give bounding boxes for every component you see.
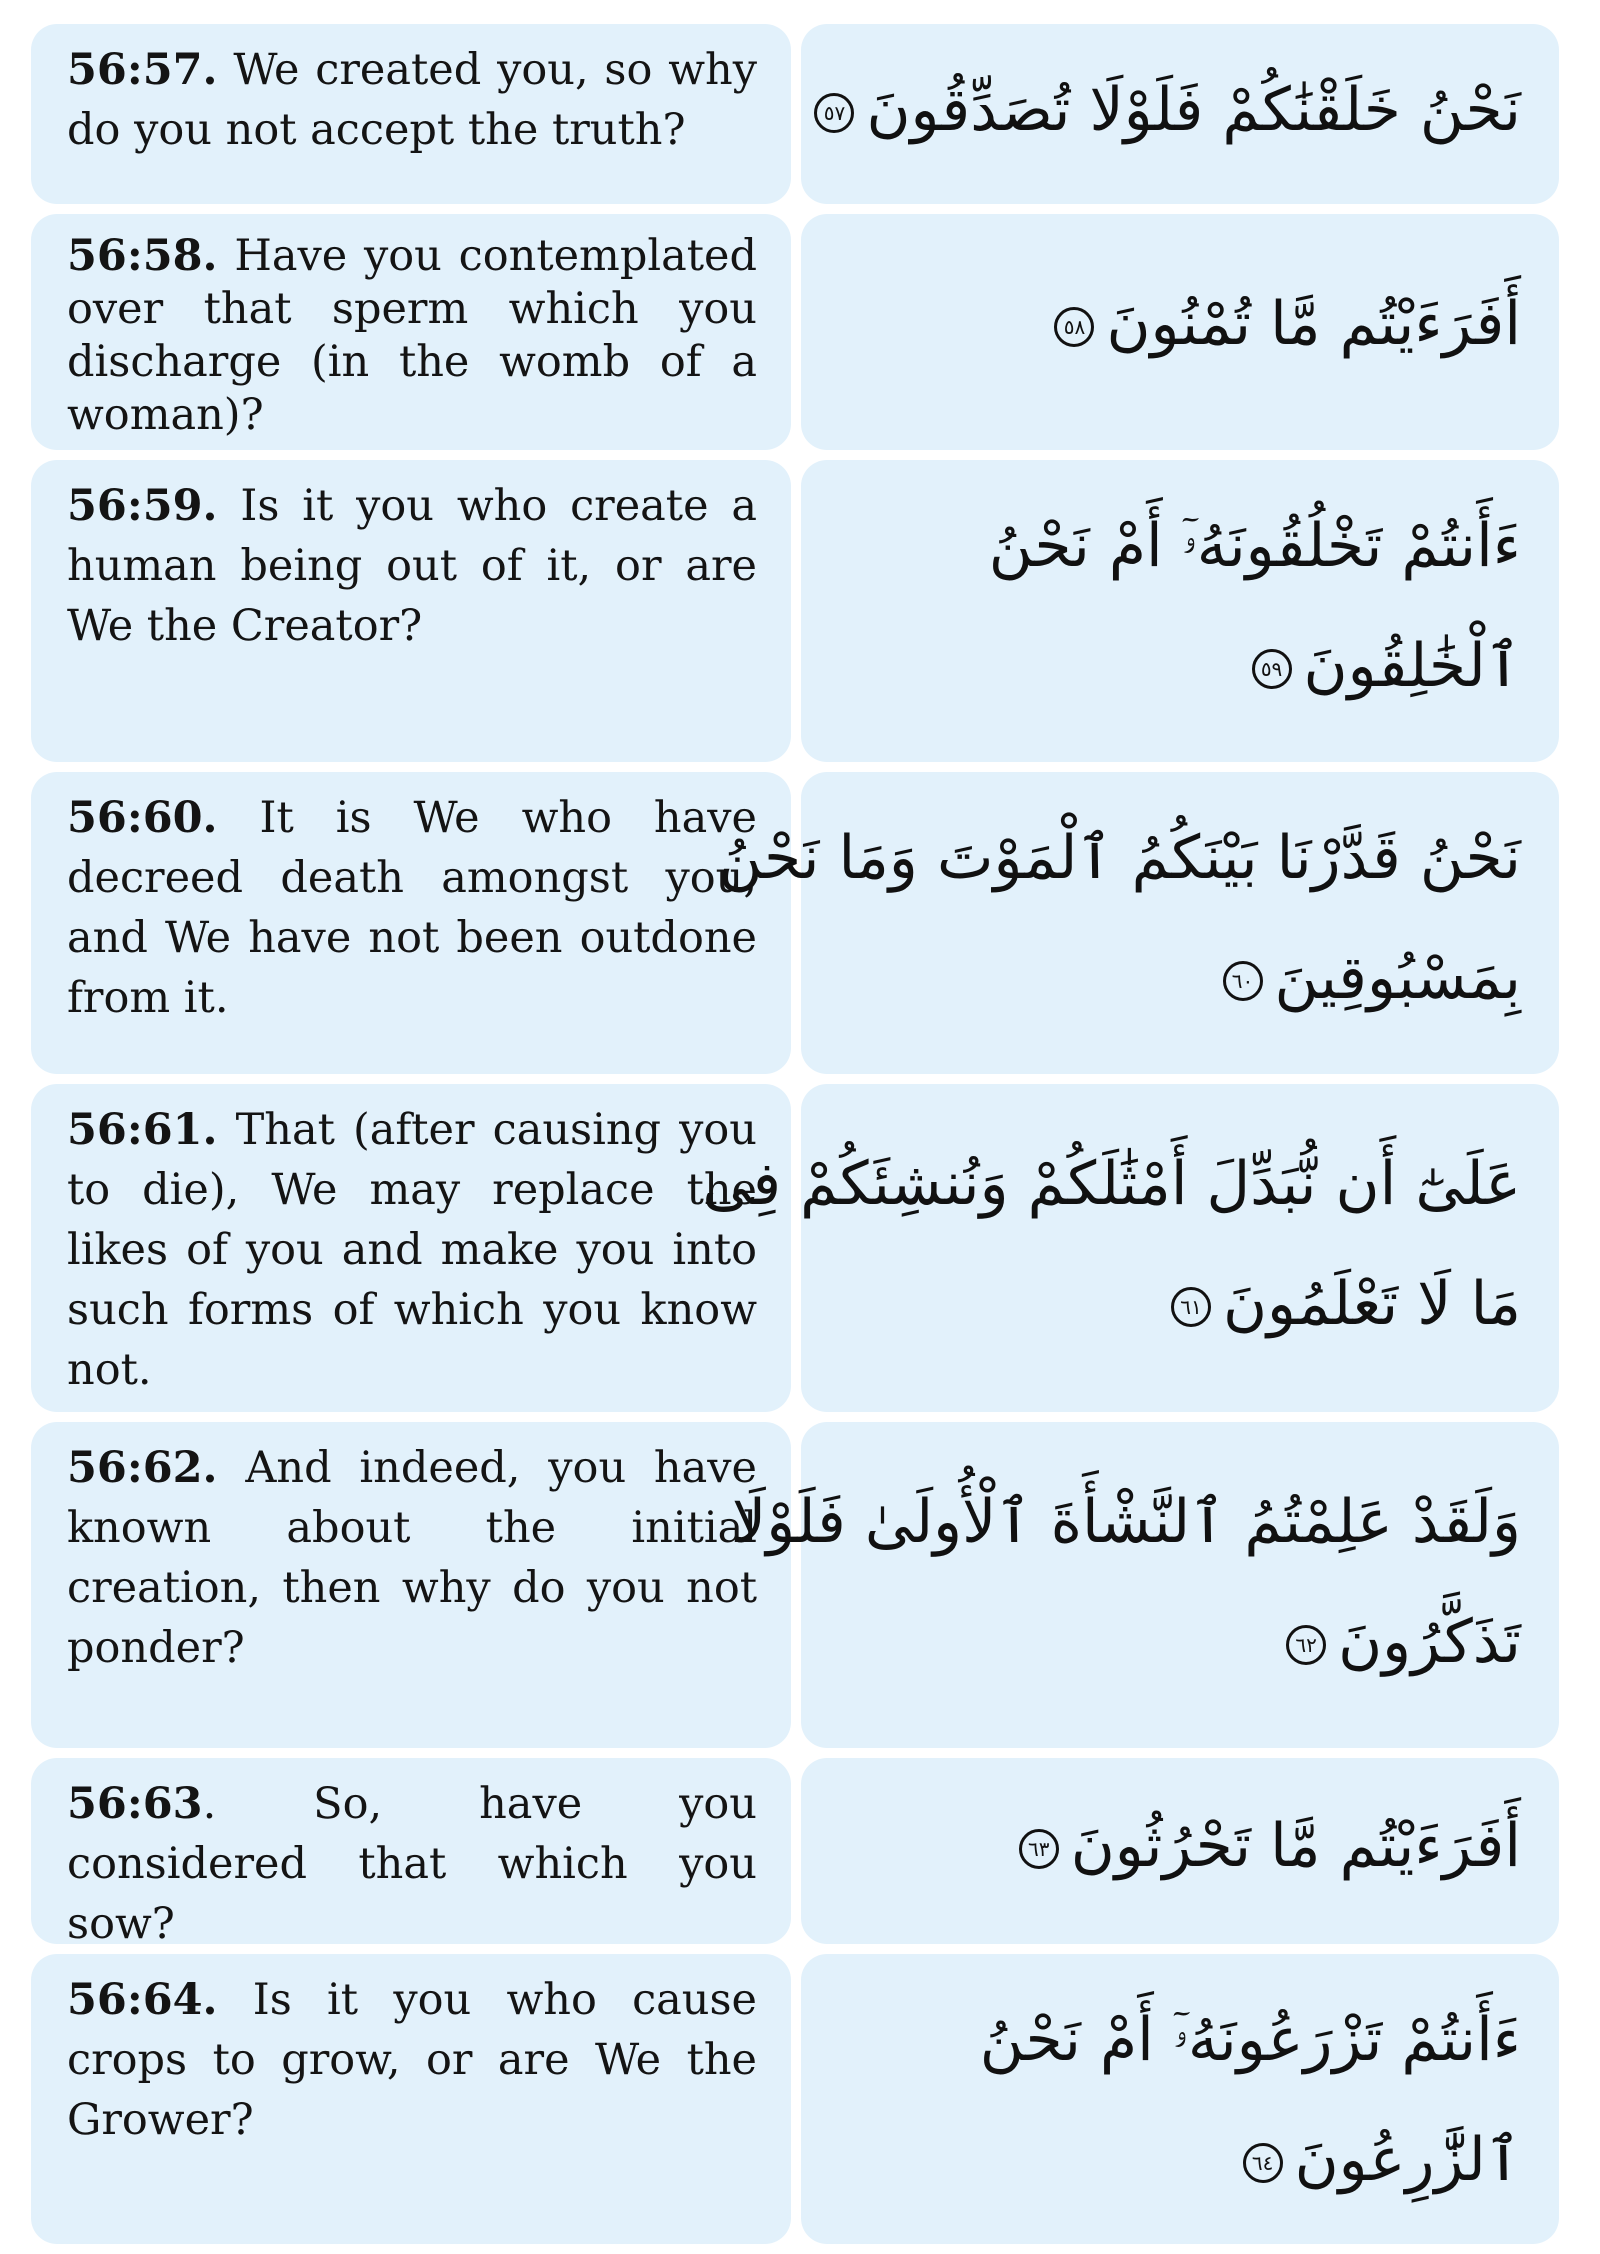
arabic-text: عَلَىٰٓ أَن نُّبَدِّلَ أَمْثَٰلَكُمْ وَنُنشِئَكُمْ فِى [702,1149,1521,1219]
translation-body: And indeed, you have known about the initial creation, then why do you not ponder? [67,1443,757,1673]
translation-body: We created you, so why do you not accept the truth? [67,45,757,155]
translation-card [31,214,791,450]
translation-body: Have you contemplated over that sperm which you discharge (in the womb of a woman)? [67,231,757,440]
arabic-line [1171,1244,1521,1364]
arabic-line [1286,1582,1521,1702]
arabic-text: بِمَسْبُوقِينَ [1274,943,1521,1013]
arabic-text: ٱلْخَٰلِقُونَ [1303,631,1521,701]
ayah-marker-icon: ٥٧ [814,93,854,133]
ayah-marker-icon: ٥٩ [1252,649,1292,689]
arabic-text: ءَأَنتُمْ تَزْرَعُونَهُۥٓ أَمْ نَحْنُ [979,2005,1521,2075]
ayah-marker-icon: ٦٠ [1223,961,1263,1001]
verse-row [31,1954,1559,2244]
arabic-text: أَفَرَءَيْتُم مَّا تَحْرُثُونَ [1070,1811,1521,1881]
arabic-card [718,772,1559,1074]
arabic-line [814,50,1521,170]
translation-card [31,1954,791,2244]
arabic-text: ٱلزَّٰرِعُونَ [1294,2125,1521,2195]
arabic-line [1243,2100,1521,2220]
translation-card [31,772,791,1074]
arabic-line [1252,606,1521,726]
arabic-card [732,1422,1559,1748]
verse-reference: 56:57. [67,45,218,95]
translation-text [67,1100,757,1400]
arabic-line [1019,1786,1521,1906]
arabic-line [989,486,1521,606]
arabic-text: ءَأَنتُمْ تَخْلُقُونَهُۥٓ أَمْ نَحْنُ [988,511,1521,581]
translation-card [31,1084,791,1412]
arabic-card [801,1758,1559,1944]
verse-reference: 56:62. [67,1443,218,1493]
translation-text [67,1970,757,2150]
arabic-card [801,214,1559,450]
translation-text [67,1438,757,1678]
arabic-line [1054,264,1521,384]
translation-body: That (after causing you to die), We may replace the likes of you and make you into such forms of which you know not. [67,1105,757,1395]
arabic-card [801,24,1559,204]
verse-row [31,772,1559,1074]
arabic-line [732,1462,1521,1582]
translation-body: It is We who have decreed death amongst you, and We have not been outdone from it. [67,793,757,1023]
verse-row [31,24,1559,204]
arabic-card [801,1954,1559,2244]
verse-row [31,460,1559,762]
translation-body: Is it you who create a human being out of it, or are We the Creator? [67,481,757,651]
ayah-marker-icon: ٦٤ [1243,2143,1283,2183]
arabic-text: مَا لَا تَعْلَمُونَ [1222,1269,1521,1339]
arabic-text: نَحْنُ قَدَّرْنَا بَيْنَكُمُ ٱلْمَوْتَ وَمَا نَحْنُ [718,823,1521,893]
verse-reference: 56:61. [67,1105,218,1155]
translation-body: . So, have you considered that which you sow? [67,1779,757,1949]
translation-card [31,24,791,204]
ayah-marker-icon: ٦٢ [1286,1625,1326,1665]
translation-text [67,788,757,1028]
arabic-line [980,1980,1521,2100]
verse-reference: 56:59. [67,481,218,531]
arabic-text: وَلَقَدْ عَلِمْتُمُ ٱلنَّشْأَةَ ٱلْأُولَىٰ فَلَوْلَا [732,1487,1521,1557]
arabic-line [702,1124,1521,1244]
translation-card [31,460,791,762]
translation-text [67,40,757,160]
verse-row [31,1084,1559,1412]
translation-text [67,1774,757,1954]
verse-reference: 56:58. [67,231,218,281]
arabic-card [702,1084,1559,1412]
arabic-text: أَفَرَءَيْتُم مَّا تُمْنُونَ [1106,289,1521,359]
arabic-card [801,460,1559,762]
translation-text [67,476,757,656]
ayah-marker-icon: ٦٣ [1019,1829,1059,1869]
ayah-marker-icon: ٦١ [1171,1287,1211,1327]
ayah-marker-icon: ٥٨ [1054,307,1094,347]
verse-reference: 56:64. [67,1975,218,2025]
verse-row [31,214,1559,450]
arabic-text: تَذَكَّرُونَ [1338,1607,1521,1677]
arabic-line [1223,918,1521,1038]
verse-reference: 56:60. [67,793,218,843]
translation-card [31,1758,791,1949]
arabic-text: نَحْنُ خَلَقْنَٰكُمْ فَلَوْلَا تُصَدِّقُونَ [866,75,1521,145]
verse-list [31,24,1559,2254]
verse-row [31,1422,1559,1748]
verse-reference: 56:63 [67,1779,203,1829]
translation-body: Is it you who cause crops to grow, or are We the Grower? [67,1975,757,2145]
arabic-line [718,798,1521,918]
verse-row [31,1758,1559,1949]
translation-card [31,1422,791,1748]
translation-text [67,230,757,442]
